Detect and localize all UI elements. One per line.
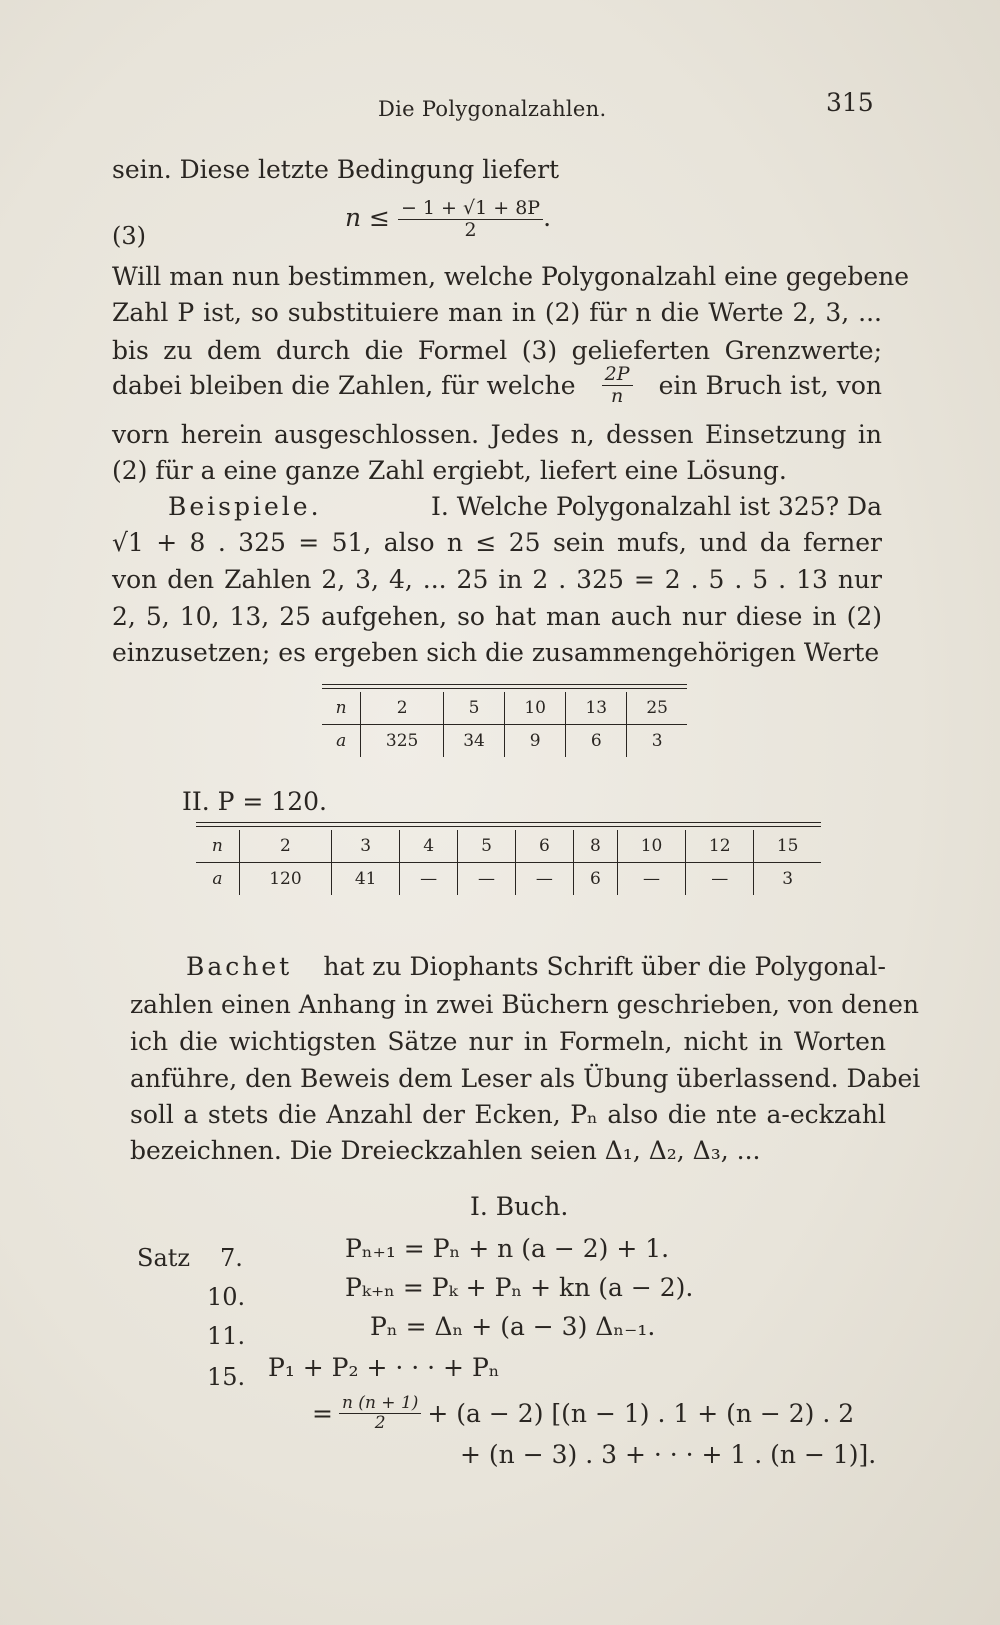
table-cell: n — [322, 692, 361, 725]
text-segment: ein Bruch ist, von — [658, 370, 882, 400]
table-row — [196, 863, 821, 896]
table-cell: 3 — [332, 830, 400, 863]
fraction-denominator: n — [610, 384, 624, 407]
table-cell: 9 — [505, 725, 566, 758]
theorem-15-line-3: + (n − 3) . 3 + · · · + 1 . (n − 1)]. — [460, 1440, 877, 1469]
table-row — [196, 830, 821, 863]
theorem-number: 11. — [207, 1322, 246, 1350]
table-cell: 4 — [400, 830, 458, 863]
fraction-numerator: − 1 + √1 + 8P — [398, 198, 543, 220]
theorem-15-line-2 — [312, 1394, 854, 1432]
text-line-example — [112, 492, 882, 521]
table-row — [322, 725, 687, 758]
table-cell: — — [400, 863, 458, 896]
text-line: anführe, den Beweis dem Leser als Übung überlassend. Dabei — [130, 1064, 921, 1093]
text-line: Will man nun bestimmen, welche Polygonalzahl eine gegebene — [112, 262, 910, 291]
equation-3: n ≤ $\frac{- 1 + √1 + 8P}{2}$ . — [345, 197, 552, 241]
table-row — [322, 692, 687, 725]
theorem-11: Pₙ = Δₙ + (a − 3) Δₙ₋₁. — [370, 1312, 656, 1341]
fraction-numerator: 2P — [602, 364, 633, 386]
inline-fraction — [339, 1394, 421, 1432]
table-cell: 6 — [566, 725, 627, 758]
values-table-1 — [322, 692, 687, 757]
table-cell: 6 — [573, 863, 617, 896]
theorem-7: Pₙ₊₁ = Pₙ + n (a − 2) + 1. — [345, 1234, 670, 1263]
table-cell: 34 — [443, 725, 504, 758]
text-line: bis zu dem durch die Formel (3) gelieferten Grenzwerte; — [112, 336, 882, 365]
inline-fraction — [602, 364, 633, 407]
text-line: sein. Diese letzte Bedingung liefert — [112, 155, 560, 184]
table-cell: — — [617, 863, 685, 896]
table-cell: 5 — [458, 830, 516, 863]
text-line: einzusetzen; es ergeben sich die zusammengehörigen Werte — [112, 638, 880, 667]
table-cell: 13 — [566, 692, 627, 725]
equation-lhs: n ≤ — [345, 202, 390, 232]
text-line: zahlen einen Anhang in zwei Büchern geschrieben, von denen — [130, 990, 919, 1019]
table-cell: 325 — [361, 725, 444, 758]
text-line: Zahl P ist, so substituiere man in (2) für n die Werte 2, 3, ... — [112, 298, 882, 327]
fraction-numerator: n (n + 1) — [339, 1394, 421, 1414]
table-top-rule — [196, 826, 821, 827]
text-line-bachet — [186, 952, 886, 981]
text-line-with-fraction — [112, 364, 882, 407]
fraction-denominator: 2 — [374, 1412, 386, 1433]
equation-fraction — [398, 198, 543, 241]
values-table-2 — [196, 830, 821, 895]
theorem-number: 10. — [207, 1283, 246, 1311]
text-line: bezeichnen. Die Dreieckzahlen seien Δ₁, Δ₂, Δ₃, ... — [130, 1136, 761, 1165]
theorem-number: 7. — [220, 1244, 243, 1272]
page-number: 315 — [826, 88, 874, 117]
table-cell: a — [212, 869, 223, 889]
theorem-15: P₁ + P₂ + · · · + Pₙ — [268, 1353, 500, 1382]
table-cell: 41 — [332, 863, 400, 896]
book-heading: I. Buch. — [470, 1192, 569, 1221]
table-cell: 15 — [754, 830, 821, 863]
theorem-10: Pₖ₊ₙ = Pₖ + Pₙ + kn (a − 2). — [345, 1273, 694, 1302]
table-cell: a — [336, 731, 347, 751]
table-cell: 12 — [686, 830, 754, 863]
text-segment: I. Welche Polygonalzahl ist 325? Da — [430, 492, 882, 521]
text-line: II. P = 120. — [182, 787, 327, 816]
running-title: Die Polygonalzahlen. — [378, 97, 607, 121]
text-line: vorn herein ausgeschlossen. Jedes n, dessen Einsetzung in — [112, 420, 882, 449]
satz-label: Satz — [137, 1244, 191, 1272]
table-top-rule — [322, 684, 687, 685]
table-cell: — — [686, 863, 754, 896]
table-cell: 6 — [515, 830, 573, 863]
table-cell: 3 — [754, 863, 821, 896]
table-cell: 120 — [239, 863, 331, 896]
table-cell: 2 — [239, 830, 331, 863]
formula-segment: + (a − 2) [(n − 1) . 1 + (n − 2) . 2 — [427, 1398, 855, 1428]
text-line: (2) für a eine ganze Zahl ergiebt, liefert eine Lösung. — [112, 456, 787, 485]
table-cell: 5 — [443, 692, 504, 725]
equals-sign: = — [312, 1398, 333, 1428]
text-line: von den Zahlen 2, 3, 4, ... 25 in 2 . 325 = 2 . 5 . 5 . 13 nur — [112, 565, 882, 594]
text-line: √1 + 8 . 325 = 51, also n ≤ 25 sein mufs, und da ferner — [112, 528, 882, 557]
example-heading: Beispiele. — [168, 492, 322, 521]
table-top-rule — [322, 688, 687, 689]
equation-label: (3) — [112, 222, 146, 250]
table-cell: 10 — [617, 830, 685, 863]
table-cell: 8 — [573, 830, 617, 863]
text-line: 2, 5, 10, 13, 25 aufgehen, so hat man auch nur diese in (2) — [112, 602, 882, 631]
table-cell: 10 — [505, 692, 566, 725]
text-segment: dabei bleiben die Zahlen, für welche — [112, 370, 576, 400]
table-cell: 25 — [627, 692, 687, 725]
table-cell: — — [458, 863, 516, 896]
table-cell: — — [515, 863, 573, 896]
fraction-denominator: 2 — [464, 218, 477, 241]
table-cell: n — [196, 830, 239, 863]
table-cell: 2 — [361, 692, 444, 725]
table-cell: 3 — [627, 725, 687, 758]
text-segment: hat zu Diophants Schrift über die Polygonal- — [323, 952, 886, 981]
theorem-number: 15. — [207, 1363, 246, 1391]
text-line: ich die wichtigsten Sätze nur in Formeln, nicht in Worten — [130, 1027, 886, 1056]
author-name: Bachet — [186, 952, 293, 981]
text-line: soll a stets die Anzahl der Ecken, Pₙ also die nte a-eckzahl — [130, 1100, 886, 1129]
table-top-rule — [196, 822, 821, 823]
